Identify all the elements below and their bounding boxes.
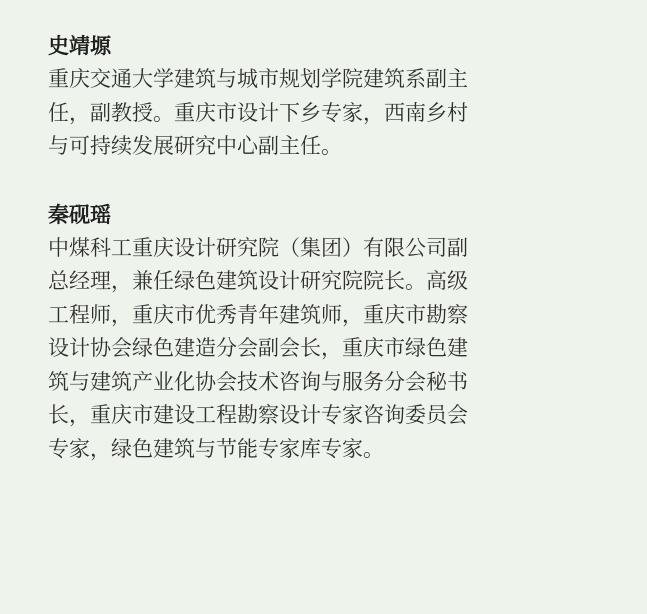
description-line: 重庆交通大学建筑与城市规划学院建筑系副主 (48, 67, 468, 91)
person-description (48, 63, 594, 164)
person-name: 秦砚瑶 (48, 202, 111, 227)
description-line: 长，重庆市建设工程勘察设计专家咨询委员会 (48, 403, 468, 427)
description-line: 工程师，重庆市优秀青年建筑师，重庆市勘察 (48, 302, 468, 327)
description-line: 与可持续发展研究中心副主任。 (48, 134, 342, 158)
description-line: 总经理，兼任绿色建筑设计研究院院长。高级 (48, 269, 468, 293)
description-line: 专家，绿色建筑与节能专家库专家。 (48, 436, 384, 461)
bio-shi-jingyuan (48, 30, 623, 164)
bio-qin-yanyao (48, 199, 623, 467)
person-name: 史靖塬 (48, 34, 111, 58)
description-line: 筑与建筑产业化协会技术咨询与服务分会秘书 (48, 369, 468, 394)
description-line: 设计协会绿色建造分会副会长，重庆市绿色建 (48, 336, 468, 360)
person-description (48, 232, 594, 467)
description-line: 中煤科工重庆设计研究院（集团）有限公司副 (48, 235, 468, 260)
description-line: 任，副教授。重庆市设计下乡专家，西南乡村 (48, 100, 468, 125)
